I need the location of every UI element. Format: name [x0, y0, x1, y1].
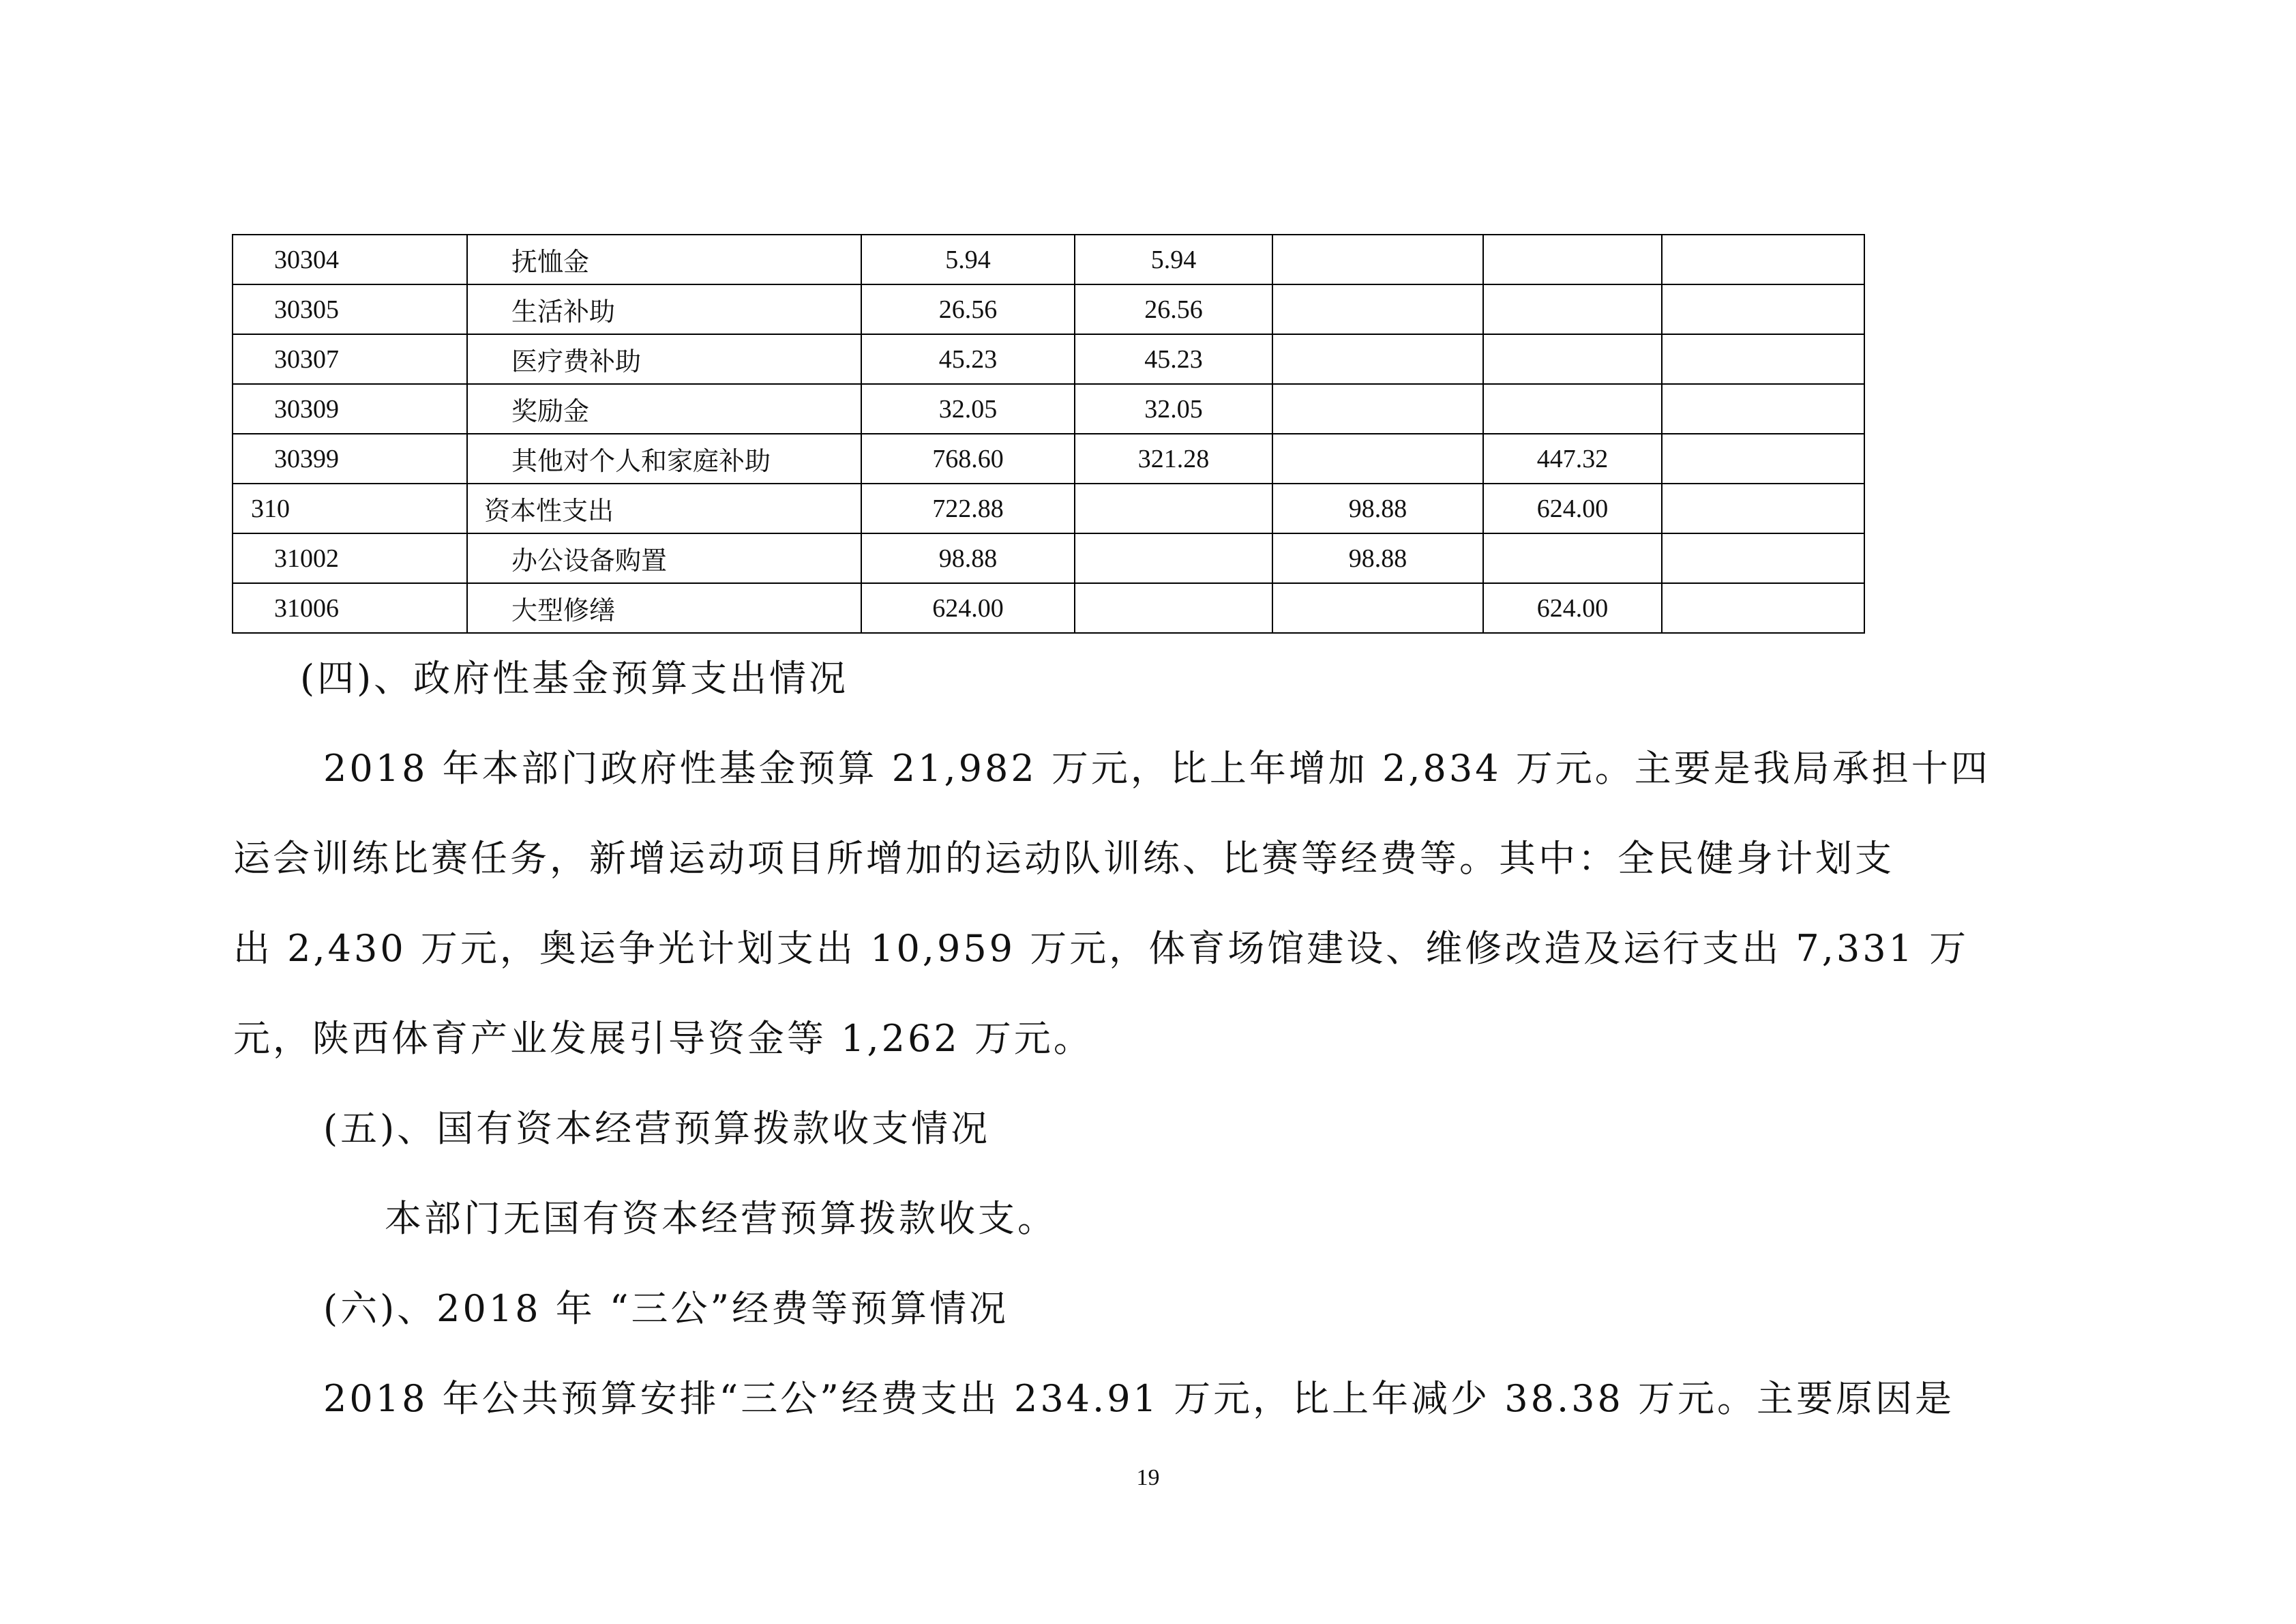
row-project2-cell	[1483, 334, 1662, 384]
page-number: 19	[1136, 1465, 1160, 1490]
row-code-cell: 31006	[233, 583, 467, 633]
row-total-cell: 722.88	[861, 484, 1075, 533]
section-heading-4: (四)、政府性基金预算支出情况	[300, 657, 849, 700]
row-other-cell	[1662, 284, 1864, 334]
row-basic-cell	[1075, 484, 1272, 533]
row-total-cell: 768.60	[861, 434, 1075, 484]
row-name-cell: 资本性支出	[467, 484, 861, 533]
table-row	[233, 235, 1864, 284]
row-basic-cell	[1075, 533, 1272, 583]
row-project1-cell	[1272, 284, 1483, 334]
expenditure-table-body	[233, 235, 1864, 633]
row-total-cell: 5.94	[861, 235, 1075, 284]
row-project1-cell	[1272, 384, 1483, 434]
paragraph-4-line-2: 运会训练比赛任务，新增运动项目所增加的运动队训练、比赛等经费等。其中：全民健身计划支	[233, 837, 1894, 880]
row-name-cell: 抚恤金	[467, 235, 861, 284]
row-code-cell: 30304	[233, 235, 467, 284]
section-heading-5: (五)、国有资本经营预算拨款收支情况	[323, 1107, 991, 1150]
table-row	[233, 434, 1864, 484]
paragraph-6-line-1: 2018 年公共预算安排“三公”经费支出 234.91 万元，比上年减少 38.38 万元。主要原因是	[323, 1377, 1954, 1420]
paragraph-4-line-4: 元，陕西体育产业发展引导资金等 1,262 万元。	[233, 1017, 1093, 1060]
row-basic-cell	[1075, 583, 1272, 633]
row-name-cell: 医疗费补助	[467, 334, 861, 384]
row-project2-cell	[1483, 235, 1662, 284]
row-project1-cell: 98.88	[1272, 484, 1483, 533]
row-code-cell: 30399	[233, 434, 467, 484]
row-basic-cell: 32.05	[1075, 384, 1272, 434]
table-row	[233, 583, 1864, 633]
row-other-cell	[1662, 533, 1864, 583]
table-row	[233, 384, 1864, 434]
paragraph-5: 本部门无国有资本经营预算拨款收支。	[385, 1197, 1057, 1240]
section-heading-6: (六)、2018 年 “三公”经费等预算情况	[323, 1287, 1009, 1330]
row-project1-cell	[1272, 235, 1483, 284]
row-name-cell: 大型修缮	[467, 583, 861, 633]
row-other-cell	[1662, 434, 1864, 484]
table-row	[233, 334, 1864, 384]
row-project1-cell	[1272, 434, 1483, 484]
row-code-cell: 30307	[233, 334, 467, 384]
table-row	[233, 533, 1864, 583]
row-code-cell: 310	[233, 484, 467, 533]
row-project1-cell	[1272, 583, 1483, 633]
expenditure-table	[232, 234, 1865, 634]
row-project2-cell	[1483, 284, 1662, 334]
row-basic-cell: 26.56	[1075, 284, 1272, 334]
row-basic-cell: 45.23	[1075, 334, 1272, 384]
row-project2-cell: 624.00	[1483, 484, 1662, 533]
table-row	[233, 284, 1864, 334]
row-basic-cell: 321.28	[1075, 434, 1272, 484]
row-project1-cell	[1272, 334, 1483, 384]
row-other-cell	[1662, 484, 1864, 533]
paragraph-4-line-3: 出 2,430 万元，奥运争光计划支出 10,959 万元，体育场馆建设、维修改造及运行支出 7,331 万	[233, 927, 1969, 970]
row-project2-cell: 447.32	[1483, 434, 1662, 484]
row-total-cell: 98.88	[861, 533, 1075, 583]
row-other-cell	[1662, 583, 1864, 633]
row-code-cell: 31002	[233, 533, 467, 583]
row-total-cell: 32.05	[861, 384, 1075, 434]
row-name-cell: 生活补助	[467, 284, 861, 334]
row-other-cell	[1662, 235, 1864, 284]
row-project2-cell: 624.00	[1483, 583, 1662, 633]
row-code-cell: 30309	[233, 384, 467, 434]
row-total-cell: 26.56	[861, 284, 1075, 334]
row-project1-cell: 98.88	[1272, 533, 1483, 583]
row-name-cell: 办公设备购置	[467, 533, 861, 583]
row-other-cell	[1662, 334, 1864, 384]
row-project2-cell	[1483, 384, 1662, 434]
row-other-cell	[1662, 384, 1864, 434]
row-basic-cell: 5.94	[1075, 235, 1272, 284]
expenditure-table-container	[232, 234, 1864, 634]
row-name-cell: 奖励金	[467, 384, 861, 434]
table-row	[233, 484, 1864, 533]
row-project2-cell	[1483, 533, 1662, 583]
row-name-cell: 其他对个人和家庭补助	[467, 434, 861, 484]
row-code-cell: 30305	[233, 284, 467, 334]
row-total-cell: 45.23	[861, 334, 1075, 384]
paragraph-4-line-1: 2018 年本部门政府性基金预算 21,982 万元，比上年增加 2,834 万元。主要是我局承担十四	[323, 747, 1991, 790]
row-total-cell: 624.00	[861, 583, 1075, 633]
